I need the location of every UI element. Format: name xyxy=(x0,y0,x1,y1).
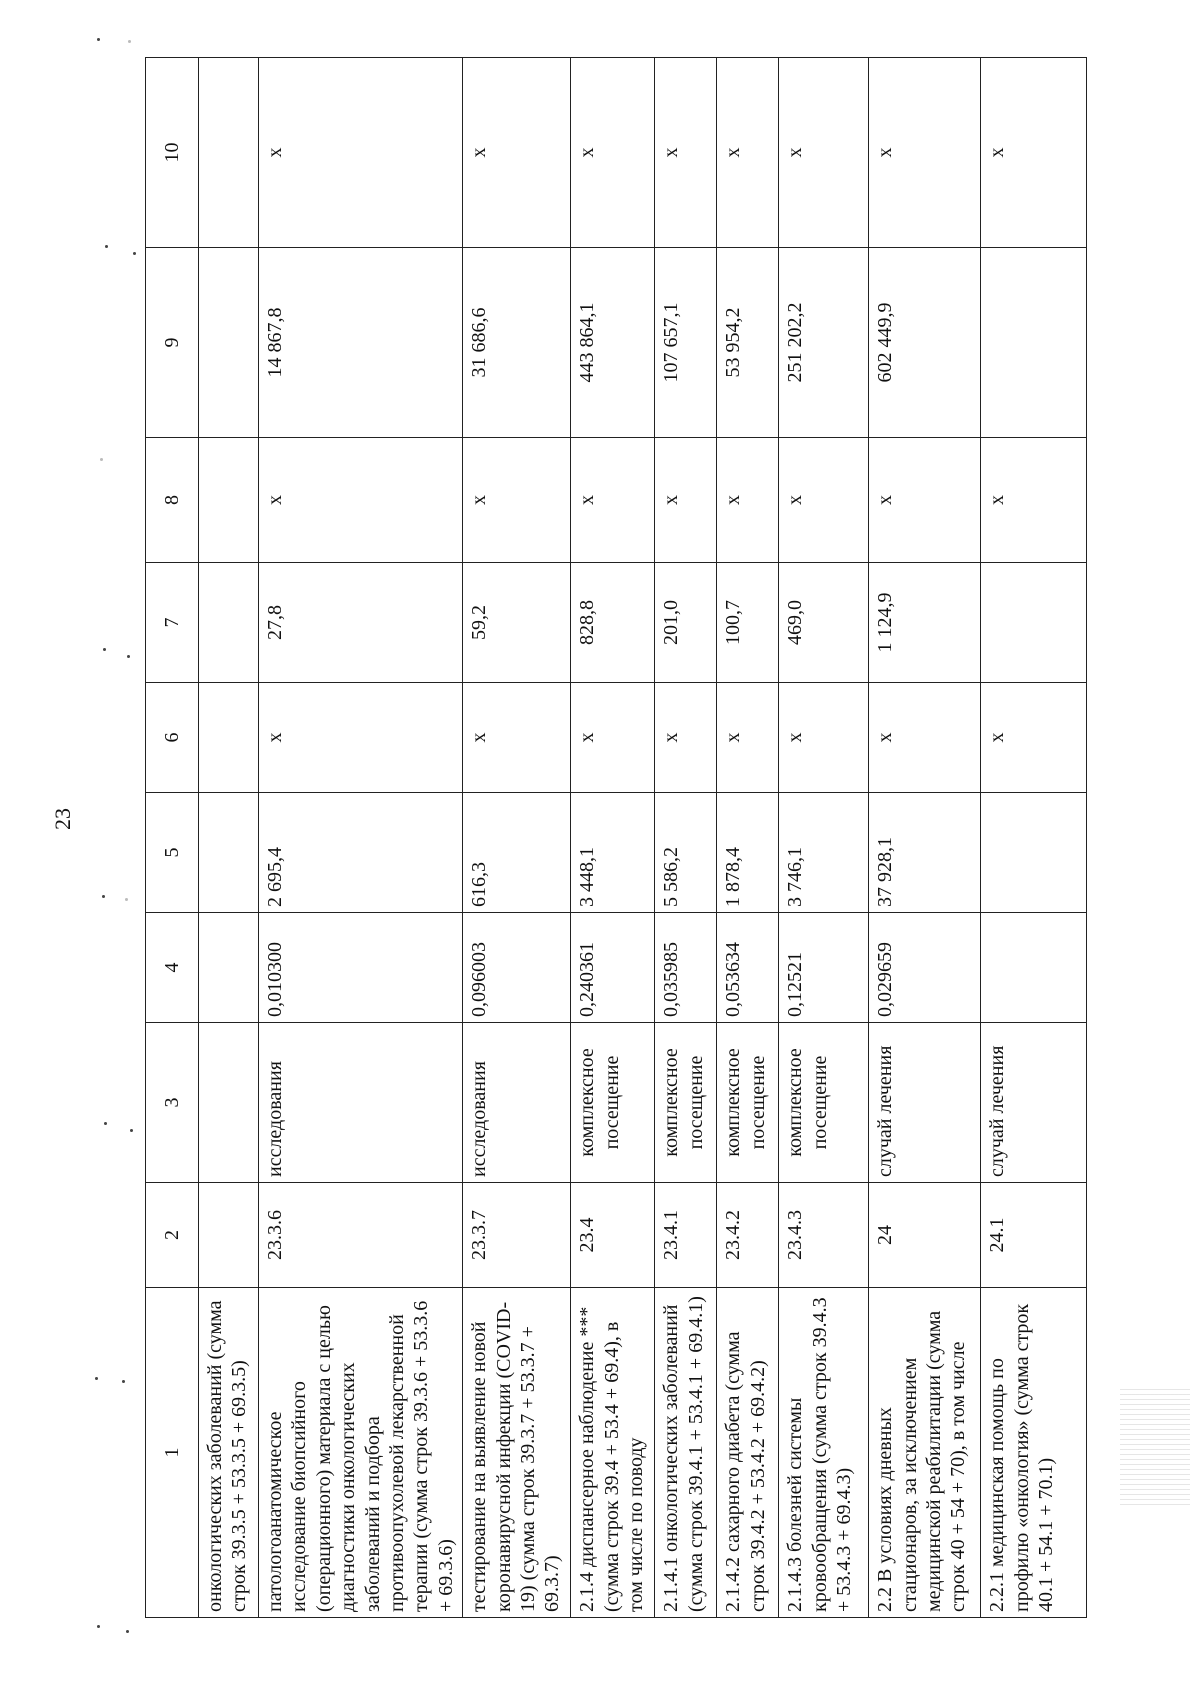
column-header: 6 xyxy=(146,683,199,793)
row-code: 24 xyxy=(869,1183,981,1288)
table-row xyxy=(259,58,463,1618)
value-cell: 469,0 xyxy=(779,563,869,683)
value-cell: 0,12521 xyxy=(779,913,869,1023)
unit-cell: случай лечения xyxy=(981,1023,1087,1183)
value-cell xyxy=(199,563,259,683)
row-description: 2.1.4.1 онкологических заболеваний (сумма строк 39.4.1 + 53.4.1 + 69.4.1) xyxy=(655,1288,717,1618)
column-header: 1 xyxy=(146,1288,199,1618)
row-description: 2.1.4.3 болезней системы кровообращения (сумма строк 39.4.3 + 53.4.3 + 69.4.3) xyxy=(779,1288,869,1618)
value-cell: х xyxy=(981,58,1087,248)
row-code: 23.4.3 xyxy=(779,1183,869,1288)
value-cell: 443 864,1 xyxy=(571,248,655,438)
table-row xyxy=(981,58,1087,1618)
table-row xyxy=(869,58,981,1618)
value-cell: х xyxy=(717,683,779,793)
row-code: 23.3.6 xyxy=(259,1183,463,1288)
column-header: 10 xyxy=(146,58,199,248)
value-cell: 0,035985 xyxy=(655,913,717,1023)
value-cell: 1 878,4 xyxy=(717,793,779,913)
value-cell xyxy=(199,438,259,563)
row-description: онкологических заболеваний (сумма строк 39.3.5 + 53.3.5 + 69.3.5) xyxy=(199,1288,259,1618)
value-cell: 59,2 xyxy=(463,563,571,683)
row-code: 23.4 xyxy=(571,1183,655,1288)
table-row xyxy=(571,58,655,1618)
row-code: 23.4.2 xyxy=(717,1183,779,1288)
value-cell: х xyxy=(717,58,779,248)
unit-cell xyxy=(199,1023,259,1183)
value-cell: х xyxy=(981,438,1087,563)
value-cell: 27,8 xyxy=(259,563,463,683)
page-number: 23 xyxy=(50,808,75,830)
row-description: 2.1.4 диспансерное наблюдение *** (сумма строк 39.4 + 53.4 + 69.4), в том числе по поводу xyxy=(571,1288,655,1618)
scan-speck xyxy=(104,1122,107,1125)
row-description: 2.1.4.2 сахарного диабета (сумма строк 39.4.2 + 53.4.2 + 69.4.2) xyxy=(717,1288,779,1618)
row-description: 2.2.1 медицинская помощь по профилю «онкология» (сумма строк 40.1 + 54.1 + 70.1) xyxy=(981,1288,1087,1618)
value-cell: х xyxy=(571,438,655,563)
value-cell xyxy=(981,793,1087,913)
scan-speck xyxy=(100,458,103,461)
table-row xyxy=(717,58,779,1618)
scan-smudge xyxy=(1120,1385,1190,1505)
value-cell xyxy=(199,683,259,793)
column-header: 4 xyxy=(146,913,199,1023)
scan-speck xyxy=(125,898,128,901)
unit-cell: комплексное посещение xyxy=(779,1023,869,1183)
table-row xyxy=(199,58,259,1618)
value-cell: 0,053634 xyxy=(717,913,779,1023)
value-cell: 100,7 xyxy=(717,563,779,683)
scan-speck xyxy=(128,40,131,43)
value-cell xyxy=(981,248,1087,438)
row-code: 24.1 xyxy=(981,1183,1087,1288)
value-cell: х xyxy=(779,58,869,248)
value-cell: 14 867,8 xyxy=(259,248,463,438)
column-header: 9 xyxy=(146,248,199,438)
value-cell xyxy=(199,58,259,248)
scan-speck xyxy=(105,245,108,248)
rotated-table-container xyxy=(145,58,1057,1618)
value-cell: х xyxy=(981,683,1087,793)
value-cell xyxy=(199,248,259,438)
value-cell xyxy=(199,913,259,1023)
value-cell: 0,010300 xyxy=(259,913,463,1023)
column-header: 8 xyxy=(146,438,199,563)
value-cell xyxy=(981,913,1087,1023)
value-cell: х xyxy=(463,58,571,248)
unit-cell: комплексное посещение xyxy=(571,1023,655,1183)
value-cell: х xyxy=(655,58,717,248)
row-code: 23.4.1 xyxy=(655,1183,717,1288)
scan-speck xyxy=(97,38,100,41)
value-cell: 107 657,1 xyxy=(655,248,717,438)
value-cell: х xyxy=(259,58,463,248)
value-cell: 2 695,4 xyxy=(259,793,463,913)
value-cell: 602 449,9 xyxy=(869,248,981,438)
value-cell: 251 202,2 xyxy=(779,248,869,438)
table-header-row xyxy=(146,58,199,1618)
table-row xyxy=(779,58,869,1618)
value-cell: 828,8 xyxy=(571,563,655,683)
unit-cell: случай лечения xyxy=(869,1023,981,1183)
scan-speck xyxy=(97,1625,100,1628)
table-row xyxy=(655,58,717,1618)
value-cell: х xyxy=(259,683,463,793)
value-cell: 3 448,1 xyxy=(571,793,655,913)
unit-cell: комплексное посещение xyxy=(655,1023,717,1183)
value-cell: 5 586,2 xyxy=(655,793,717,913)
data-table xyxy=(145,57,1087,1618)
value-cell: х xyxy=(571,683,655,793)
value-cell: 0,240361 xyxy=(571,913,655,1023)
value-cell: 616,3 xyxy=(463,793,571,913)
value-cell: 31 686,6 xyxy=(463,248,571,438)
value-cell: х xyxy=(869,438,981,563)
value-cell: 3 746,1 xyxy=(779,793,869,913)
value-cell: х xyxy=(463,438,571,563)
value-cell: х xyxy=(655,438,717,563)
column-header: 7 xyxy=(146,563,199,683)
row-description: 2.2 В условиях дневных стационаров, за исключением медицинской реабилитации (сумма строк 40 + 54 + 70), в том числе xyxy=(869,1288,981,1618)
value-cell: 1 124,9 xyxy=(869,563,981,683)
value-cell xyxy=(199,793,259,913)
value-cell: 0,029659 xyxy=(869,913,981,1023)
column-header: 3 xyxy=(146,1023,199,1183)
scan-speck xyxy=(126,1630,129,1633)
row-code xyxy=(199,1183,259,1288)
scan-speck xyxy=(127,655,130,658)
value-cell: х xyxy=(259,438,463,563)
scan-speck xyxy=(103,648,106,651)
unit-cell: исследования xyxy=(463,1023,571,1183)
value-cell: 53 954,2 xyxy=(717,248,779,438)
value-cell: х xyxy=(869,58,981,248)
value-cell: х xyxy=(779,438,869,563)
column-header: 5 xyxy=(146,793,199,913)
scan-speck xyxy=(130,1129,133,1132)
value-cell: х xyxy=(655,683,717,793)
column-header: 2 xyxy=(146,1183,199,1288)
scan-speck xyxy=(122,1380,125,1383)
scan-speck xyxy=(133,252,136,255)
unit-cell: исследования xyxy=(259,1023,463,1183)
value-cell: 0,096003 xyxy=(463,913,571,1023)
scan-speck xyxy=(95,1377,98,1380)
value-cell: х xyxy=(571,58,655,248)
scan-speck xyxy=(102,895,105,898)
value-cell: х xyxy=(463,683,571,793)
value-cell: 201,0 xyxy=(655,563,717,683)
value-cell: х xyxy=(717,438,779,563)
value-cell: х xyxy=(779,683,869,793)
row-code: 23.3.7 xyxy=(463,1183,571,1288)
table-row xyxy=(463,58,571,1618)
unit-cell: комплексное посещение xyxy=(717,1023,779,1183)
row-description: патологоанатомическое исследование биопсийного (операционного) материала с целью диагностики онкологических заболеваний и подбора противоопухолевой лекарственной терапии (сумма строк 39.3.6 + 53.3.6 + 69.3.6) xyxy=(259,1288,463,1618)
row-description: тестирование на выявление новой коронавирусной инфекции (COVID-19) (сумма строк 39.3.7 + 53.3.7 + 69.3.7) xyxy=(463,1288,571,1618)
value-cell xyxy=(981,563,1087,683)
value-cell: х xyxy=(869,683,981,793)
value-cell: 37 928,1 xyxy=(869,793,981,913)
